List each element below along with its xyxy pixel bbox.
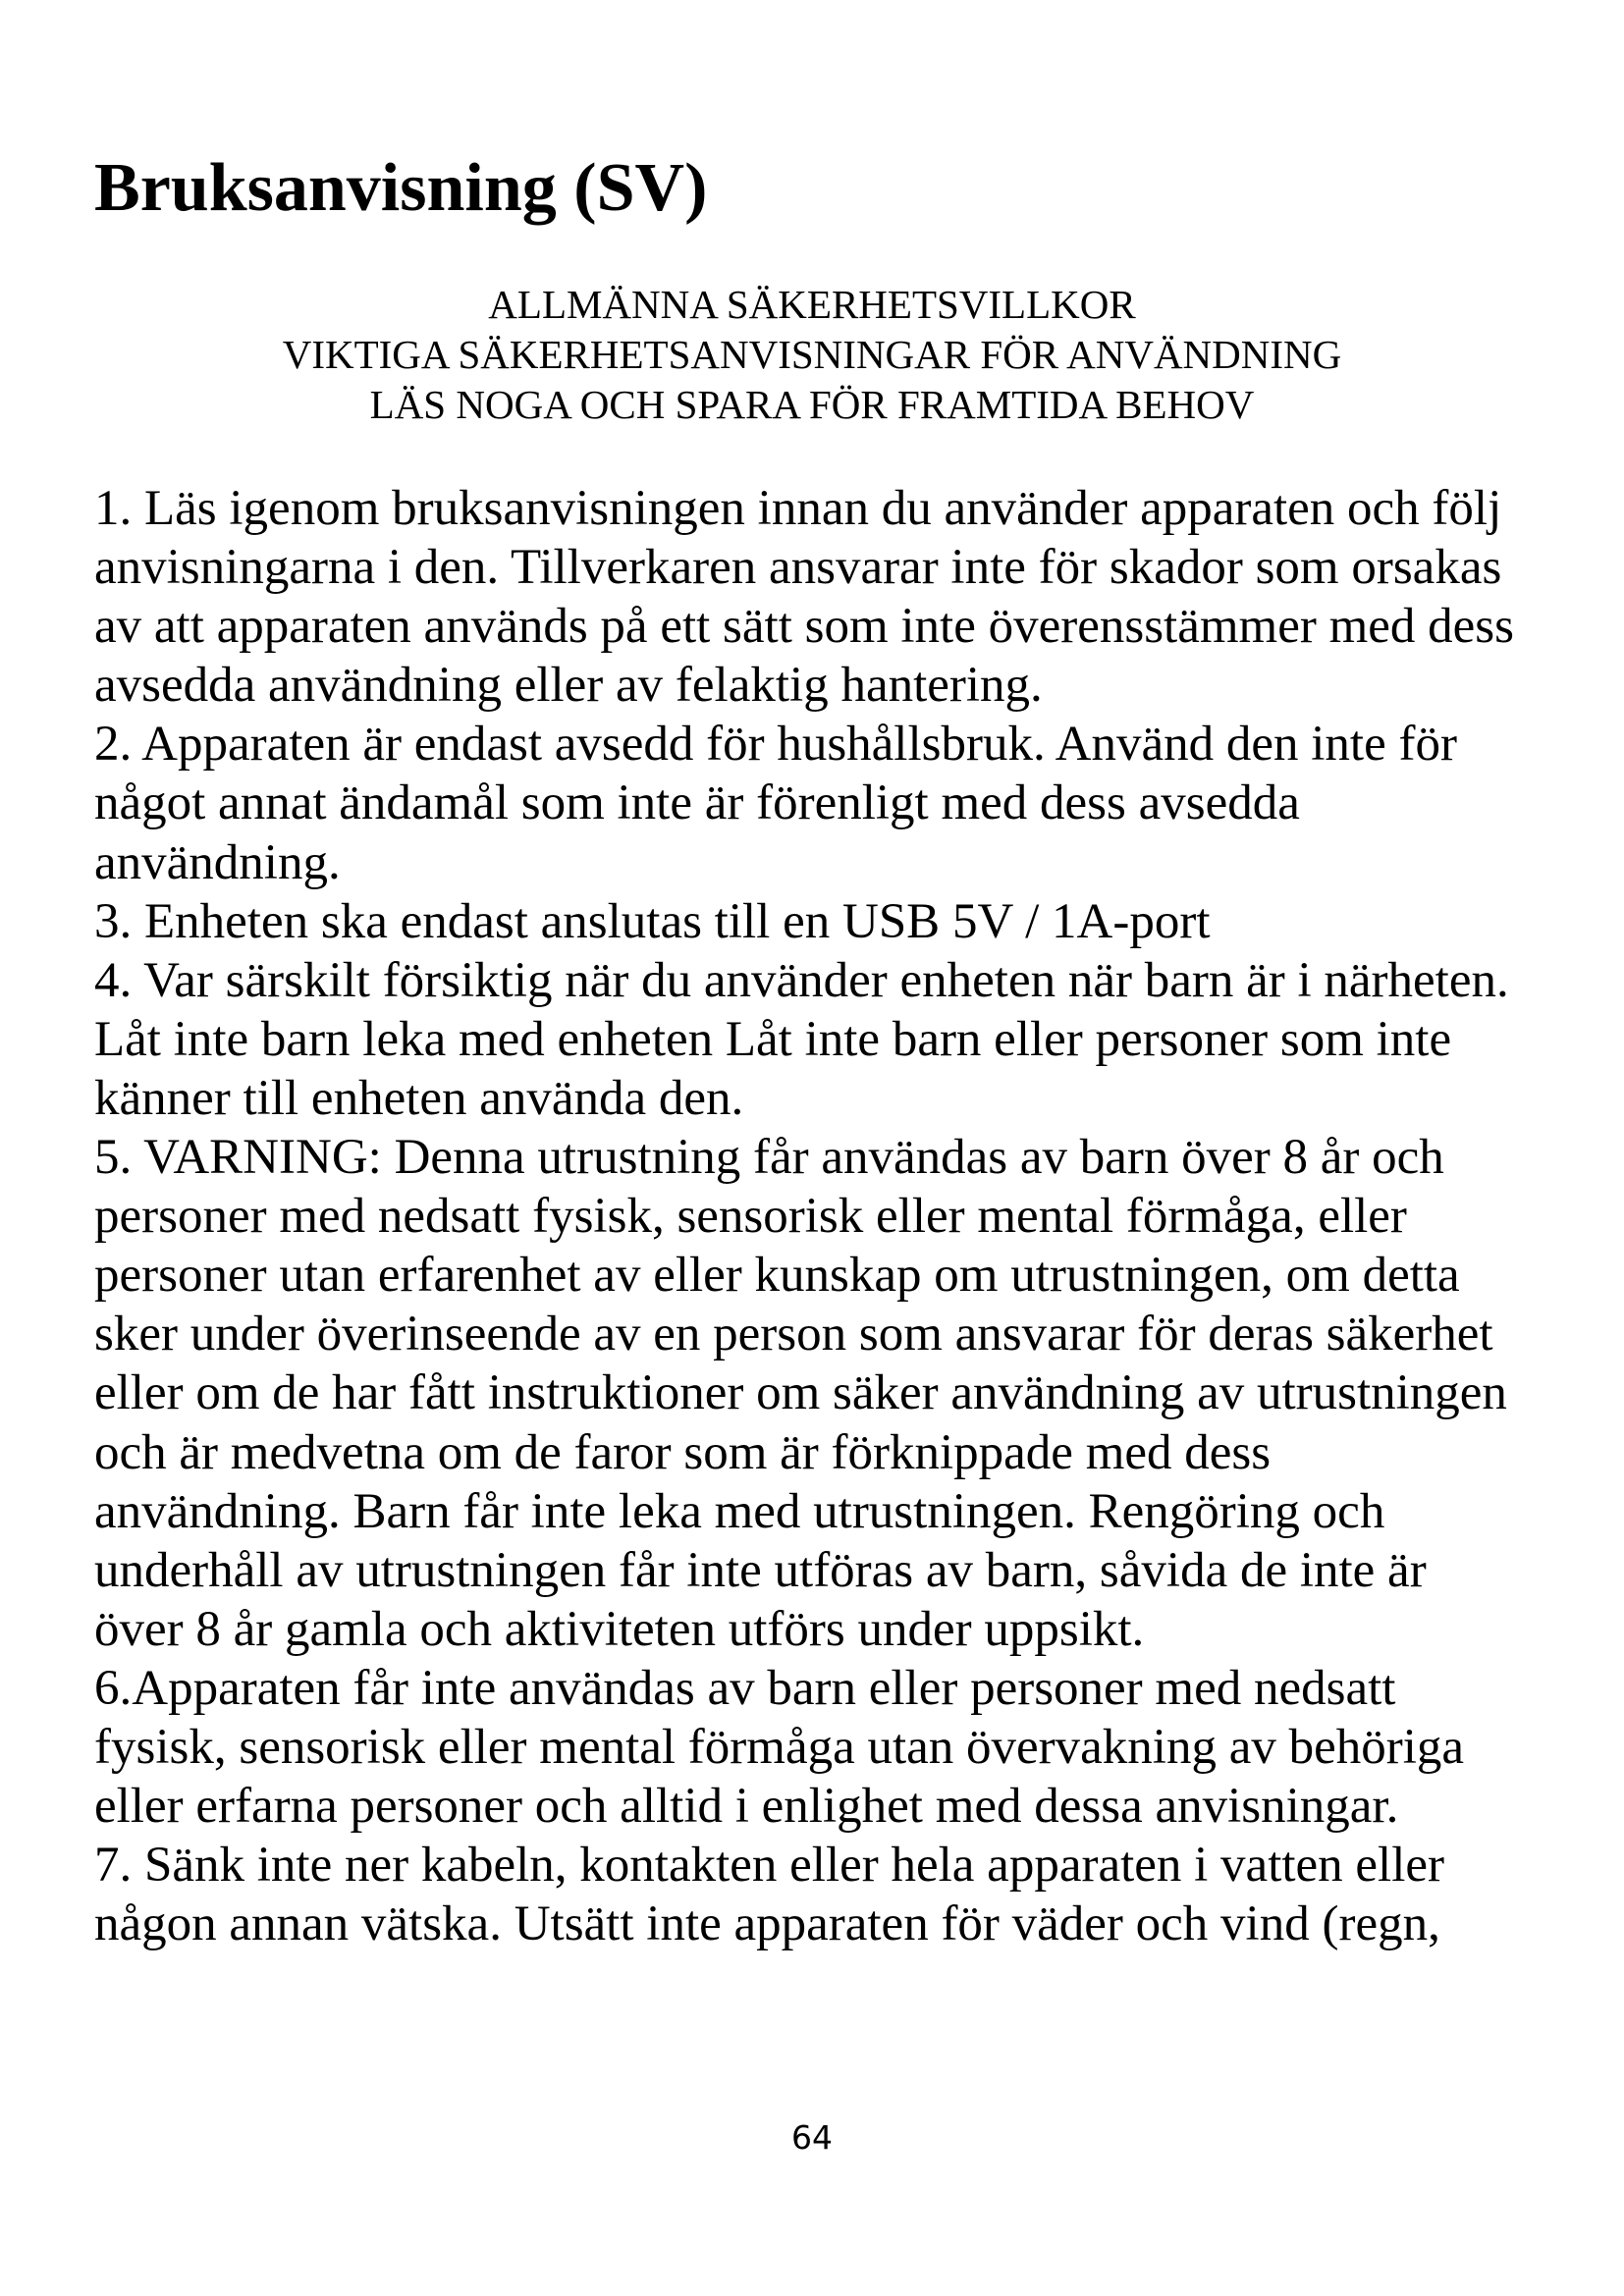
safety-header <box>0 280 1624 430</box>
instruction-item-7: 7. Sänk inte ner kabeln, kontakten eller hela apparaten i vatten eller någon annan vätska. Utsätt inte apparaten för väder och vind (regn, <box>94 1838 1445 1952</box>
instruction-item-3: 3. Enheten ska endast anslutas till en USB 5V / 1A-port <box>94 893 1211 949</box>
header-line-read-and-keep: LÄS NOGA OCH SPARA FÖR FRAMTIDA BEHOV <box>369 382 1255 427</box>
header-line-important-instructions: VIKTIGA SÄKERHETSANVISNINGAR FÖR ANVÄNDNING <box>282 332 1342 377</box>
instruction-item-2: 2. Apparaten är endast avsedd för hushållsbruk. Använd den inte för något annat ändamål som inte är förenligt med dess avsedda användning. <box>94 717 1457 890</box>
instruction-item-1: 1. Läs igenom bruksanvisningen innan du använder apparaten och följ anvisningarna i den. Tillverkaren ansvarar inte för skador som orsakas av att apparaten används på ett sätt som inte överensstämmer med dess avsedda användning eller av felaktig hantering. <box>94 481 1514 714</box>
instruction-list <box>94 479 1518 1953</box>
page-number: 64 <box>791 2118 833 2157</box>
instruction-item-6: 6.Apparaten får inte användas av barn eller personer med nedsatt fysisk, sensorisk eller mental förmåga utan övervakning av behöriga eller erfarna personer och alltid i enlighet med dessa anvisningar. <box>94 1660 1465 1835</box>
header-line-general-conditions: ALLMÄNNA SÄKERHETSVILLKOR <box>488 282 1136 327</box>
instruction-item-4: 4. Var särskilt försiktig när du använder enheten när barn är i närheten. Låt inte barn leka med enheten Låt inte barn eller personer som inte känner till enheten använda den. <box>94 952 1509 1126</box>
instruction-item-5: 5. VARNING: Denna utrustning får användas av barn över 8 år och personer med nedsatt fysisk, sensorisk eller mental förmåga, eller personer utan erfarenhet av eller kunskap om utrustningen, om detta sker under överinseende av en person som ansvarar för deras säkerhet eller om de har fått instruktioner om säker användning av utrustningen och är medvetna om de faror som är förknippade med dess användning. Barn får inte leka med utrustningen. Rengöring och underhåll av utrustningen får inte utföras av barn, såvida de inte är över 8 år gamla och aktiviteten utförs under uppsikt. <box>94 1130 1507 1657</box>
page-title: Bruksanvisning (SV) <box>94 150 708 226</box>
